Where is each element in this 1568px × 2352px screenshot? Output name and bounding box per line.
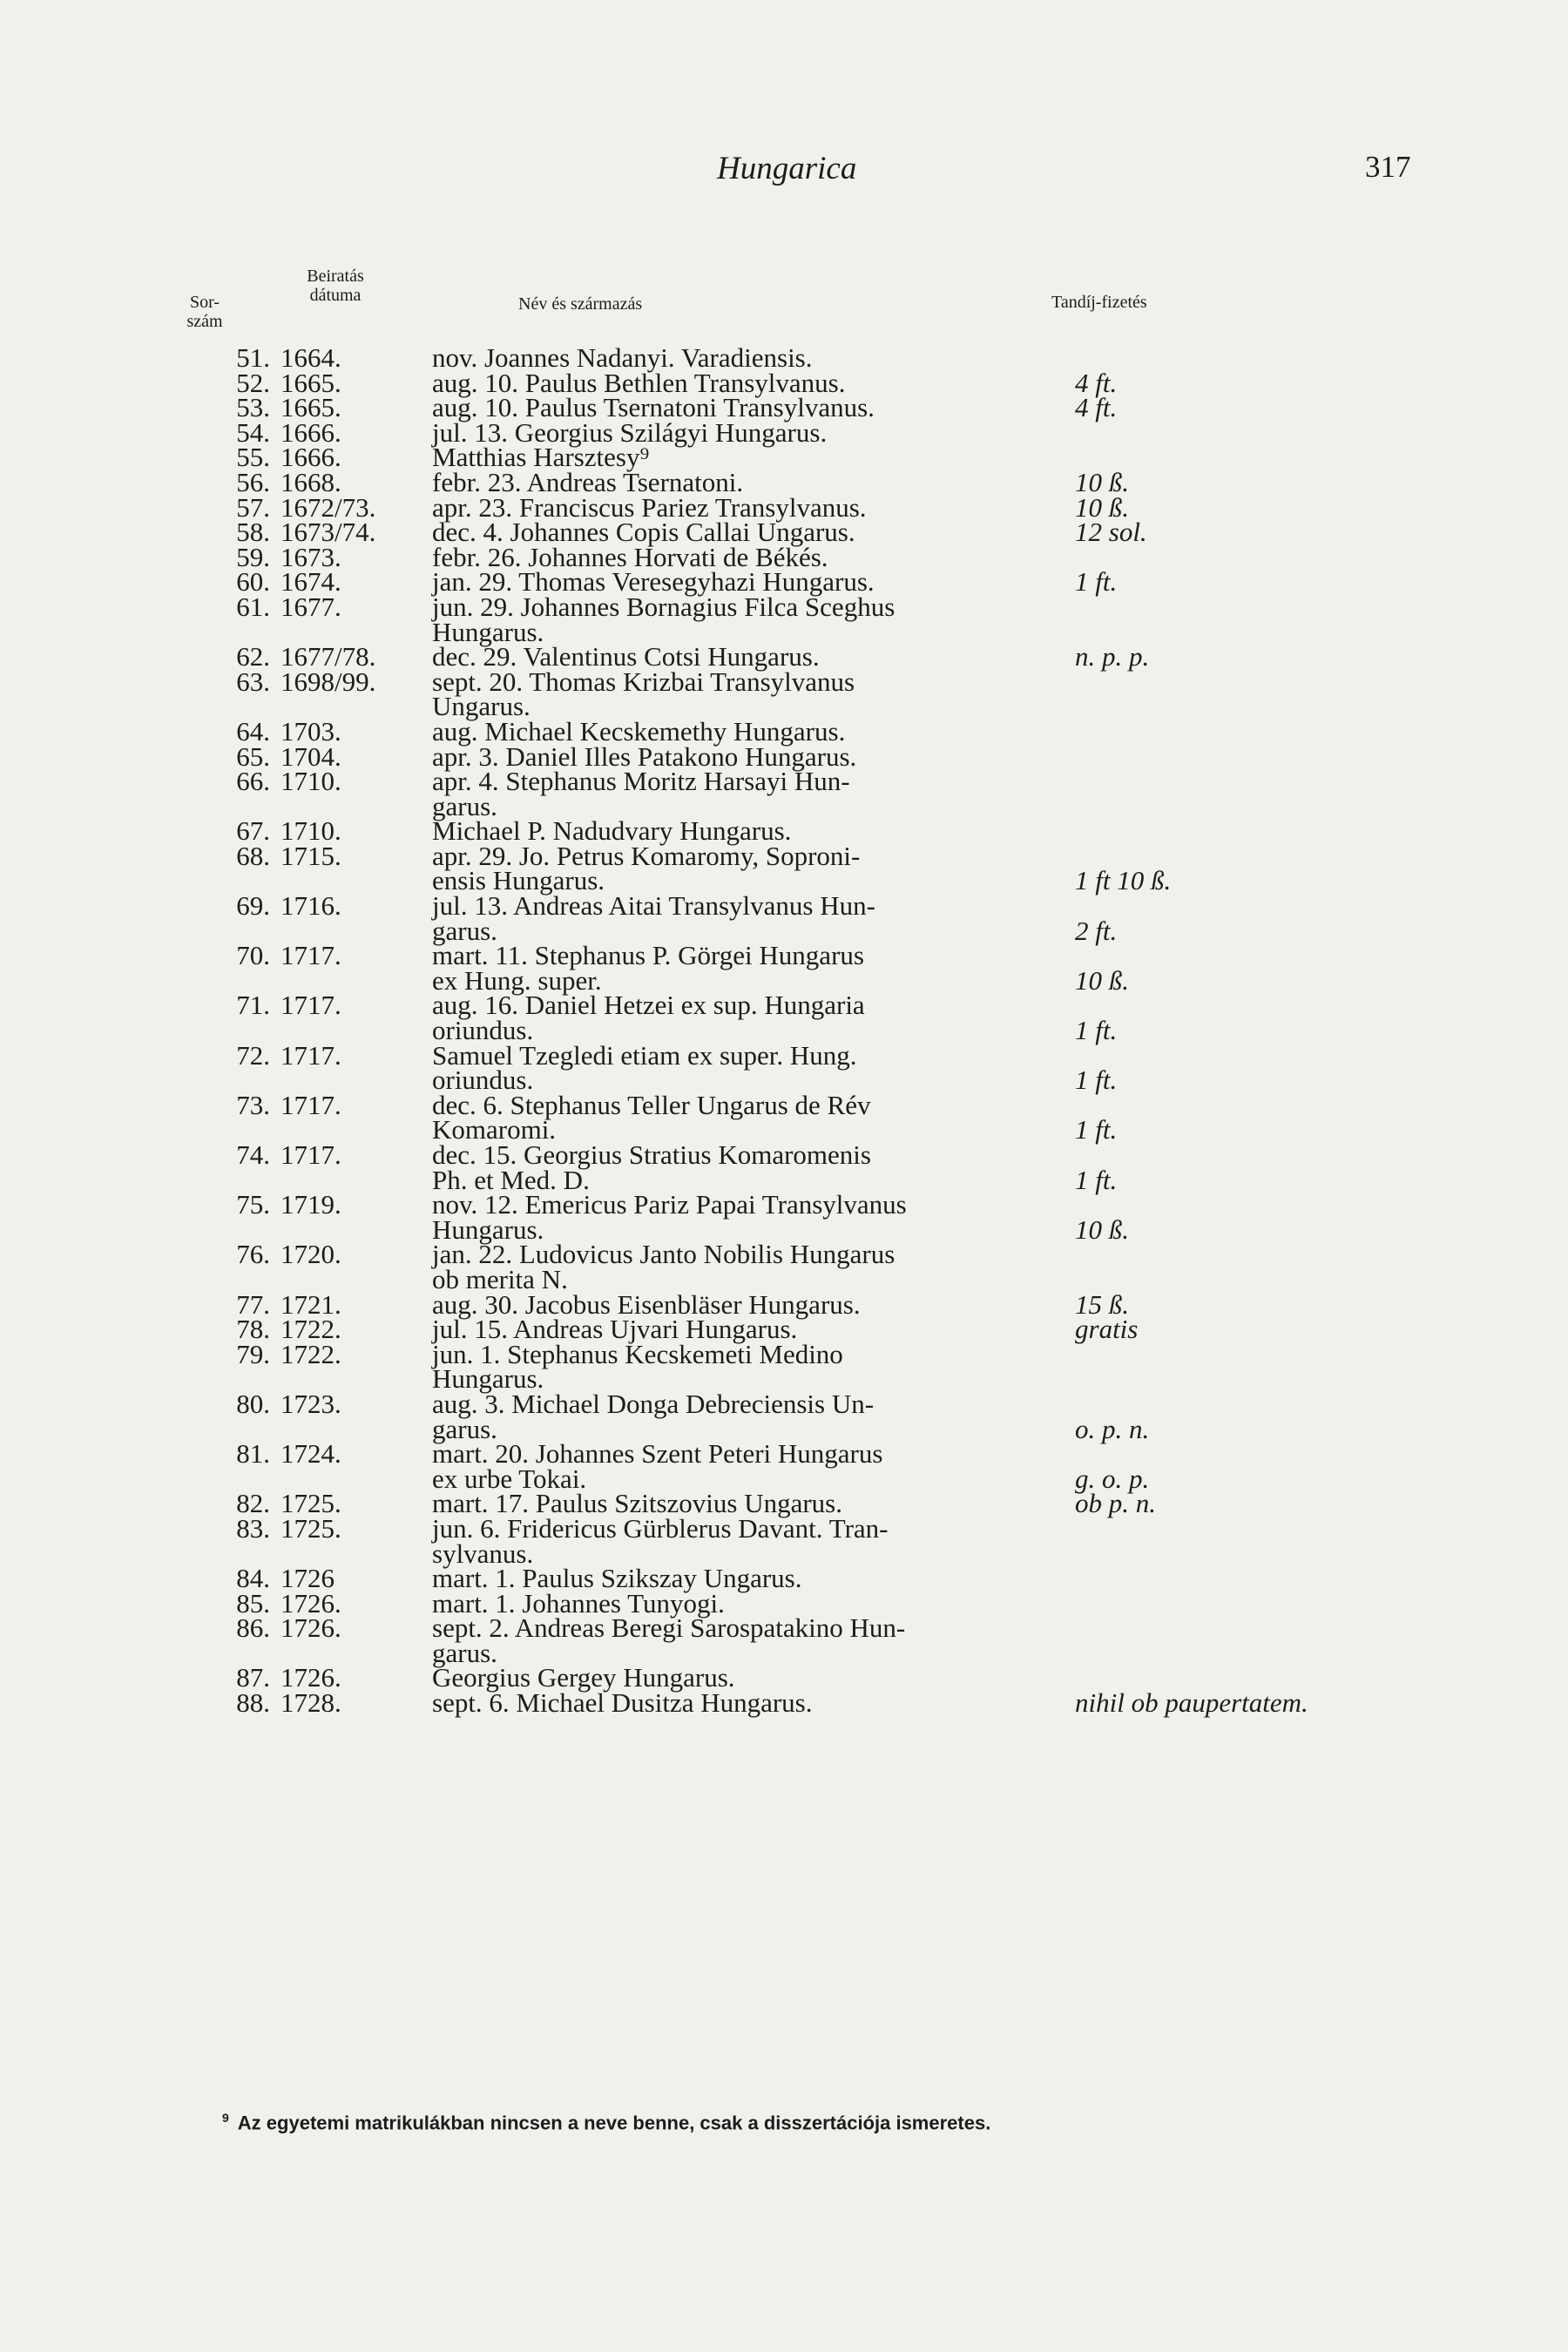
entry-number: 57. <box>236 491 270 523</box>
entry-text: dec. 29. Valentinus Cotsi Hungarus. <box>432 641 820 672</box>
entry-number: 73. <box>236 1089 270 1120</box>
entry-year: 1721. <box>280 1288 341 1320</box>
entry-number: 55. <box>236 442 270 473</box>
entry-year: 1710. <box>280 815 341 847</box>
entry-number: 61. <box>236 591 270 622</box>
entry-year: 1726. <box>280 1612 341 1644</box>
entry-number: 54. <box>236 416 270 448</box>
entry-number: 51. <box>236 342 270 373</box>
entry-continuation-line <box>0 1637 1568 1668</box>
entry-text: jun. 29. Johannes Bornagius Filca Sceghus <box>432 591 896 622</box>
entry-number: 78. <box>236 1314 270 1345</box>
entry-year: 1674. <box>280 566 341 598</box>
entry-fee: 4 ft. <box>1075 392 1118 423</box>
entry-fee: n. p. p. <box>1075 641 1150 672</box>
entry-text: sept. 6. Michael Dusitza Hungarus. <box>432 1687 813 1719</box>
entry-line <box>0 591 1568 622</box>
entry-text: jul. 13. Andreas Aitai Transylvanus Hun- <box>432 890 875 922</box>
footnote-text: Az egyetemi matrikulákban nincsen a neve benne, csak a disszertációja ismeretes. <box>237 2112 991 2134</box>
entry-text: Ungarus. <box>432 691 531 722</box>
entry-text: apr. 23. Franciscus Pariez Transylvanus. <box>432 491 867 523</box>
entry-year: 1722. <box>280 1338 341 1369</box>
entry-fee: 1 ft. <box>1075 566 1118 598</box>
entry-line <box>0 1612 1568 1644</box>
entry-number: 53. <box>236 392 270 423</box>
entry-number: 88. <box>236 1687 270 1719</box>
entry-fee: ob p. n. <box>1075 1488 1156 1519</box>
entry-line <box>0 1512 1568 1544</box>
entry-year: 1673. <box>280 541 341 572</box>
entry-text: dec. 15. Georgius Stratius Komaromenis <box>432 1139 871 1170</box>
entry-number: 75. <box>236 1189 270 1220</box>
entry-number: 63. <box>236 666 270 697</box>
entry-text: Hungarus. <box>432 1213 544 1245</box>
entry-year: 1673/74. <box>280 517 376 548</box>
register-entries <box>0 342 1568 1719</box>
entry-line <box>0 1438 1568 1470</box>
entry-year: 1717. <box>280 1089 341 1120</box>
entry-number: 66. <box>236 766 270 797</box>
entry-text: aug. 10. Paulus Tsernatoni Transylvanus. <box>432 392 875 423</box>
entry-text: dec. 6. Stephanus Teller Ungarus de Rév <box>432 1089 871 1120</box>
entry-fee: 2 ft. <box>1075 915 1118 946</box>
entry-text: Hungarus. <box>432 616 544 647</box>
entry-year: 1710. <box>280 766 341 797</box>
column-header-beiratas <box>274 267 396 305</box>
entry-text: ob merita N. <box>432 1263 568 1294</box>
entry-number: 84. <box>236 1563 270 1594</box>
entry-year: 1723. <box>280 1388 341 1419</box>
entry-year: 1703. <box>280 715 341 747</box>
entry-year: 1717. <box>280 1039 341 1071</box>
column-header-tandij: Tandíj-fizetés <box>1051 293 1147 312</box>
entry-number: 58. <box>236 517 270 548</box>
entry-line <box>0 840 1568 871</box>
entry-fee: 4 ft. <box>1075 367 1118 398</box>
entry-line <box>0 766 1568 797</box>
entry-text: Samuel Tzegledi etiam ex super. Hung. <box>432 1039 857 1071</box>
entry-year: 1728. <box>280 1687 341 1719</box>
entry-line <box>0 416 1568 448</box>
entry-fee: 1 ft. <box>1075 1164 1118 1195</box>
entry-line <box>0 990 1568 1021</box>
entry-text: mart. 1. Johannes Tunyogi. <box>432 1587 725 1619</box>
entry-year: 1677. <box>280 591 341 622</box>
entry-text: apr. 29. Jo. Petrus Komaromy, Soproni- <box>432 840 861 871</box>
entry-number: 74. <box>236 1139 270 1170</box>
entry-fee: 10 ß. <box>1075 964 1129 996</box>
entry-text: ensis Hungarus. <box>432 865 605 896</box>
column-header-beiratas-line2: dátuma <box>309 286 362 305</box>
entry-number: 87. <box>236 1662 270 1693</box>
entry-text: jan. 29. Thomas Veresegyhazi Hungarus. <box>432 566 875 598</box>
entry-year: 1725. <box>280 1488 341 1519</box>
column-header-sorszam-line2: szám <box>186 312 223 331</box>
entry-number: 72. <box>236 1039 270 1071</box>
entry-year: 1725. <box>280 1512 341 1544</box>
entry-year: 1672/73. <box>280 491 376 523</box>
entry-number: 85. <box>236 1587 270 1619</box>
entry-year: 1720. <box>280 1239 341 1270</box>
entry-text: sept. 2. Andreas Beregi Sarospatakino Hun- <box>432 1612 906 1644</box>
entry-year: 1666. <box>280 442 341 473</box>
entry-fee: o. p. n. <box>1075 1413 1150 1444</box>
entry-text: mart. 17. Paulus Szitszovius Ungarus. <box>432 1488 842 1519</box>
entry-line <box>0 940 1568 971</box>
entry-text: aug. 10. Paulus Bethlen Transylvanus. <box>432 367 846 398</box>
entry-year: 1726 <box>280 1563 335 1594</box>
entry-text: sylvanus. <box>432 1538 534 1569</box>
entry-text: oriundus. <box>432 1015 534 1046</box>
entry-text: jun. 1. Stephanus Kecskemeti Medino <box>432 1338 843 1369</box>
entry-line <box>0 890 1568 922</box>
entry-fee: 1 ft. <box>1075 1114 1118 1146</box>
footnote-marker: 9 <box>222 2111 229 2125</box>
entry-line <box>0 1239 1568 1270</box>
entry-year: 1665. <box>280 392 341 423</box>
entry-number: 71. <box>236 990 270 1021</box>
entry-line <box>0 666 1568 697</box>
entry-number: 60. <box>236 566 270 598</box>
entry-year: 1719. <box>280 1189 341 1220</box>
entry-year: 1715. <box>280 840 341 871</box>
entry-year: 1668. <box>280 466 341 497</box>
entry-text: aug. 30. Jacobus Eisenbläser Hungarus. <box>432 1288 861 1320</box>
entry-text: jan. 22. Ludovicus Janto Nobilis Hungarus <box>432 1239 896 1270</box>
footnote <box>222 2111 990 2134</box>
entry-number: 62. <box>236 641 270 672</box>
entry-year: 1716. <box>280 890 341 922</box>
entry-fee: 1 ft 10 ß. <box>1075 865 1172 896</box>
entry-text: apr. 3. Daniel Illes Patakono Hungarus. <box>432 740 857 772</box>
entry-year: 1726. <box>280 1662 341 1693</box>
entry-text: garus. <box>432 915 497 946</box>
entry-text: febr. 26. Johannes Horvati de Békés. <box>432 541 828 572</box>
entry-text: nov. Joannes Nadanyi. Varadiensis. <box>432 342 813 373</box>
entry-year: 1704. <box>280 740 341 772</box>
entry-line <box>0 442 1568 473</box>
page-number: 317 <box>1365 150 1411 184</box>
running-title: Hungarica <box>717 151 857 186</box>
entry-year: 1724. <box>280 1438 341 1470</box>
entry-year: 1717. <box>280 1139 341 1170</box>
entry-number: 65. <box>236 740 270 772</box>
entry-line <box>0 1687 1568 1719</box>
entry-line <box>0 1089 1568 1120</box>
entry-text: jul. 13. Georgius Szilágyi Hungarus. <box>432 416 828 448</box>
entry-year: 1698/99. <box>280 666 376 697</box>
entry-text: Michael P. Nadudvary Hungarus. <box>432 815 792 847</box>
entry-number: 77. <box>236 1288 270 1320</box>
column-header-sorszam <box>170 293 240 331</box>
entry-fee: 12 sol. <box>1075 517 1147 548</box>
entry-line <box>0 1039 1568 1071</box>
column-header-beiratas-line1: Beiratás <box>307 267 364 286</box>
entry-text: nov. 12. Emericus Pariz Papai Transylvanus <box>432 1189 907 1220</box>
entry-number: 68. <box>236 840 270 871</box>
entry-text: mart. 1. Paulus Szikszay Ungarus. <box>432 1563 802 1594</box>
entry-number: 52. <box>236 367 270 398</box>
entry-fee: g. o. p. <box>1075 1463 1150 1494</box>
entry-text: garus. <box>432 1413 497 1444</box>
entry-text: ex urbe Tokai. <box>432 1463 587 1494</box>
entry-text: aug. 3. Michael Donga Debreciensis Un- <box>432 1388 875 1419</box>
entry-text: oriundus. <box>432 1064 534 1096</box>
entry-text: jul. 15. Andreas Ujvari Hungarus. <box>432 1314 798 1345</box>
entry-line <box>0 1338 1568 1369</box>
entry-line <box>0 1139 1568 1170</box>
entry-year: 1717. <box>280 940 341 971</box>
entry-number: 86. <box>236 1612 270 1644</box>
entry-line <box>0 1388 1568 1419</box>
entry-text: Ph. et Med. D. <box>432 1164 590 1195</box>
entry-number: 59. <box>236 541 270 572</box>
entry-fee: 10 ß. <box>1075 466 1129 497</box>
entry-line <box>0 1189 1568 1220</box>
entry-text: Matthias Harsztesy⁹ <box>432 442 650 473</box>
entry-text: mart. 11. Stephanus P. Görgei Hungarus <box>432 940 864 971</box>
entry-text: Komaromi. <box>432 1114 557 1146</box>
entry-number: 70. <box>236 940 270 971</box>
entry-year: 1666. <box>280 416 341 448</box>
entry-text: febr. 23. Andreas Tsernatoni. <box>432 466 744 497</box>
entry-number: 69. <box>236 890 270 922</box>
entry-line <box>0 1563 1568 1594</box>
entry-fee: nihil ob paupertatem. <box>1075 1687 1308 1719</box>
running-head <box>0 150 1568 193</box>
entry-fee: 15 ß. <box>1075 1288 1129 1320</box>
entry-year: 1664. <box>280 342 341 373</box>
entry-fee: 10 ß. <box>1075 1213 1129 1245</box>
entry-fee: 1 ft. <box>1075 1015 1118 1046</box>
column-header-sorszam-line1: Sor- <box>189 293 220 312</box>
entry-number: 76. <box>236 1239 270 1270</box>
entry-text: apr. 4. Stephanus Moritz Harsayi Hun- <box>432 766 850 797</box>
entry-number: 64. <box>236 715 270 747</box>
entry-text: Georgius Gergey Hungarus. <box>432 1662 735 1693</box>
entry-year: 1677/78. <box>280 641 376 672</box>
entry-number: 82. <box>236 1488 270 1519</box>
entry-number: 83. <box>236 1512 270 1544</box>
column-header-nev: Név és származás <box>518 294 643 314</box>
entry-text: aug. 16. Daniel Hetzei ex sup. Hungaria <box>432 990 865 1021</box>
entry-year: 1665. <box>280 367 341 398</box>
entry-text: dec. 4. Johannes Copis Callai Ungarus. <box>432 517 855 548</box>
entry-text: garus. <box>432 790 497 821</box>
entry-fee: 1 ft. <box>1075 1064 1118 1096</box>
entry-text: garus. <box>432 1637 497 1668</box>
entry-text: Hungarus. <box>432 1363 544 1395</box>
entry-year: 1722. <box>280 1314 341 1345</box>
entry-year: 1726. <box>280 1587 341 1619</box>
entry-number: 79. <box>236 1338 270 1369</box>
entry-text: sept. 20. Thomas Krizbai Transylvanus <box>432 666 855 697</box>
entry-number: 56. <box>236 466 270 497</box>
entry-number: 67. <box>236 815 270 847</box>
entry-number: 81. <box>236 1438 270 1470</box>
entry-number: 80. <box>236 1388 270 1419</box>
entry-fee: 10 ß. <box>1075 491 1129 523</box>
entry-text: jun. 6. Fridericus Gürblerus Davant. Tran- <box>432 1512 889 1544</box>
entry-year: 1717. <box>280 990 341 1021</box>
entry-text: mart. 20. Johannes Szent Peteri Hungarus <box>432 1438 883 1470</box>
entry-text: aug. Michael Kecskemethy Hungarus. <box>432 715 846 747</box>
entry-text: ex Hung. super. <box>432 964 602 996</box>
entry-fee: gratis <box>1075 1314 1139 1345</box>
